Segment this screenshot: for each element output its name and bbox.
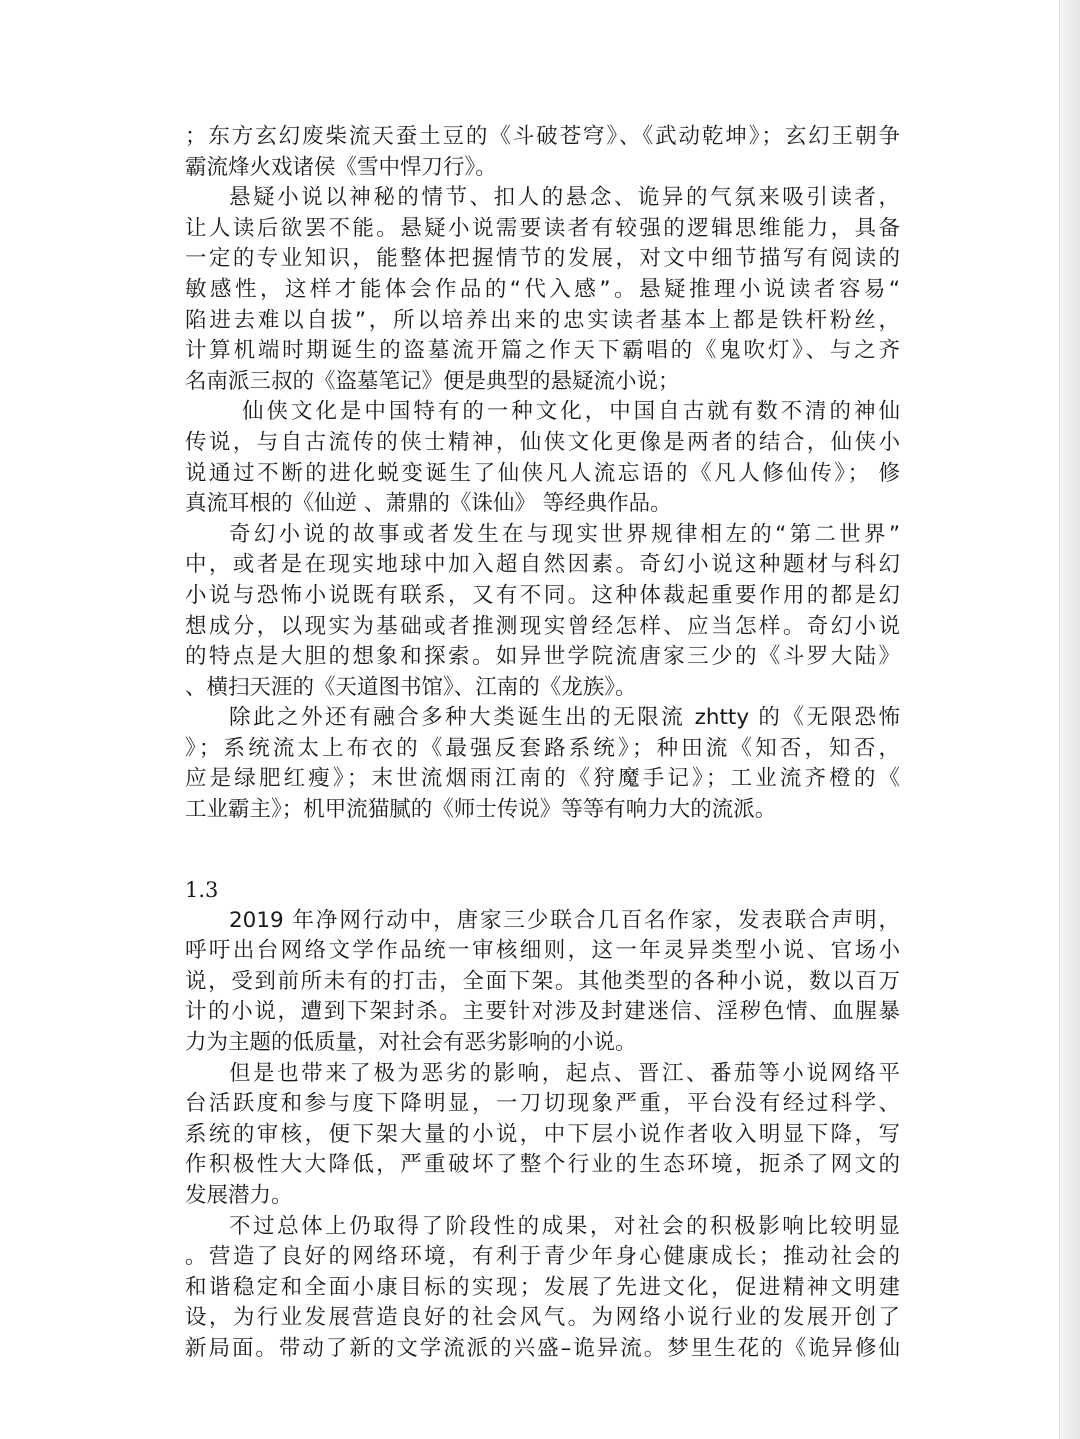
text-line: 想成分，以现实为基础或者推测现实曾经怎样、应当怎样。奇幻小说 — [185, 613, 900, 639]
text-line: 作积极性大大降低，严重破坏了整个行业的生态环境，扼杀了网文的 — [185, 1152, 900, 1178]
text-line: 计的小说，遭到下架封杀。主要针对涉及封建迷信、淫秽色情、血腥暴 — [185, 999, 900, 1025]
section-heading: 1.3 — [185, 877, 219, 902]
text-line: 的特点是大胆的想象和探索。如异世学院流唐家三少的《斗罗大陆》 — [185, 644, 900, 670]
paragraph-start-fantasy: 奇幻小说的故事或者发生在与现实世界规律相左的“第二世界” — [229, 521, 900, 547]
text-line: 真流耳根的《仙逆 、萧鼎的《诛仙》 等经典作品。 — [185, 491, 672, 517]
text-line: 》；系统流太上布衣的《最强反套路系统》；种田流《知否，知否， — [185, 735, 900, 761]
text-line: 中，或者是在现实地球中加入超自然因素。奇幻小说这种题材与科幻 — [185, 552, 900, 578]
text-line: 新局面。带动了新的文学流派的兴盛–诡异流。梦里生花的《诡异修仙 — [185, 1335, 900, 1361]
text-line: 说，受到前所未有的打击，全面下架。其他类型的各种小说，数以百万 — [185, 968, 900, 994]
section-1-3 — [185, 874, 900, 1365]
text-line: 计算机端时期诞生的盗墓流开篇之作天下霸唱的《鬼吹灯》、与之齐 — [185, 338, 900, 364]
text-line: 霸流烽火戏诸侯《雪中悍刀行》。 — [185, 154, 497, 180]
section-spacer — [185, 826, 900, 874]
section-genres — [185, 122, 900, 826]
text-line: 陷进去难以自拔”，所以培养出来的忠实读者基本上都是铁杆粉丝， — [185, 307, 900, 333]
paragraph-start-campaign: 2019 年净网行动中，唐家三少联合几百名作家，发表联合声明， — [229, 907, 900, 933]
text-line: 说通过不断的进化蜕变诞生了仙侠凡人流忘语的《凡人修仙传》； 修 — [185, 460, 900, 486]
paragraph-start-xianxia: 仙侠文化是中国特有的一种文化，中国自古就有数不清的神仙 — [242, 399, 900, 425]
paragraph-start-suspense: 悬疑小说以神秘的情节、扣人的悬念、诡异的气氛来吸引读者， — [229, 185, 900, 211]
text-line: 。营造了良好的网络环境，有利于青少年身心健康成长；推动社会的 — [185, 1244, 900, 1270]
document-page — [185, 122, 900, 1365]
text-line: 系统的审核，便下架大量的小说，中下层小说作者收入明显下降，写 — [185, 1121, 900, 1147]
text-line: 、横扫天涯的《天道图书馆》、江南的《龙族》。 — [185, 674, 637, 700]
text-line: 工业霸主》；机甲流猫腻的《师士传说》等等有响力大的流派。 — [185, 797, 777, 823]
text-line: 让人读后欲罢不能。悬疑小说需要读者有较强的逻辑思维能力，具备 — [185, 215, 900, 241]
page-edge-shadow — [1059, 0, 1080, 1439]
paragraph-start-others: 除此之外还有融合多种大类诞生出的无限流 zhtty 的《无限恐怖 — [229, 705, 900, 731]
text-line: 名南派三叔的《盗墓笔记》便是典型的悬疑流小说； — [185, 368, 680, 394]
text-line: 台活跃度和参与度下降明显，一刀切现象严重，平台没有经过科学、 — [185, 1091, 900, 1117]
paragraph-start-results: 不过总体上仍取得了阶段性的成果，对社会的积极影响比较明显 — [229, 1213, 900, 1239]
text-line: 传说，与自古流传的侠士精神，仙侠文化更像是两者的结合，仙侠小 — [185, 429, 900, 455]
text-line: 呼吁出台网络文学作品统一审核细则，这一年灵异类型小说、官场小 — [185, 938, 900, 964]
text-line: 和谐稳定和全面小康目标的实现；发展了先进文化，促进精神文明建 — [185, 1274, 900, 1300]
text-line: 敏感性，这样才能体会作品的“代入感”。悬疑推理小说读者容易“ — [185, 276, 900, 302]
text-line: ；东方玄幻废柴流天蚕土豆的《斗破苍穹》、《武动乾坤》；玄幻王朝争 — [185, 124, 900, 149]
text-line: 应是绿肥红瘦》；末世流烟雨江南的《狩魔手记》；工业流齐橙的《 — [185, 766, 900, 792]
text-line: 力为主题的低质量，对社会有恶劣影响的小说。 — [185, 1030, 637, 1056]
text-line: 小说与恐怖小说既有联系，又有不同。这种体裁起重要作用的都是幻 — [185, 582, 900, 608]
text-line: 一定的专业知识，能整体把握情节的发展，对文中细节描写有阅读的 — [185, 246, 900, 272]
paragraph-start-impact: 但是也带来了极为恶劣的影响，起点、晋江、番茄等小说网络平 — [229, 1060, 900, 1086]
text-line: 发展潜力。 — [185, 1183, 293, 1208]
text-line: 设，为行业发展营造良好的社会风气。为网络小说行业的发展开创了 — [185, 1305, 900, 1331]
